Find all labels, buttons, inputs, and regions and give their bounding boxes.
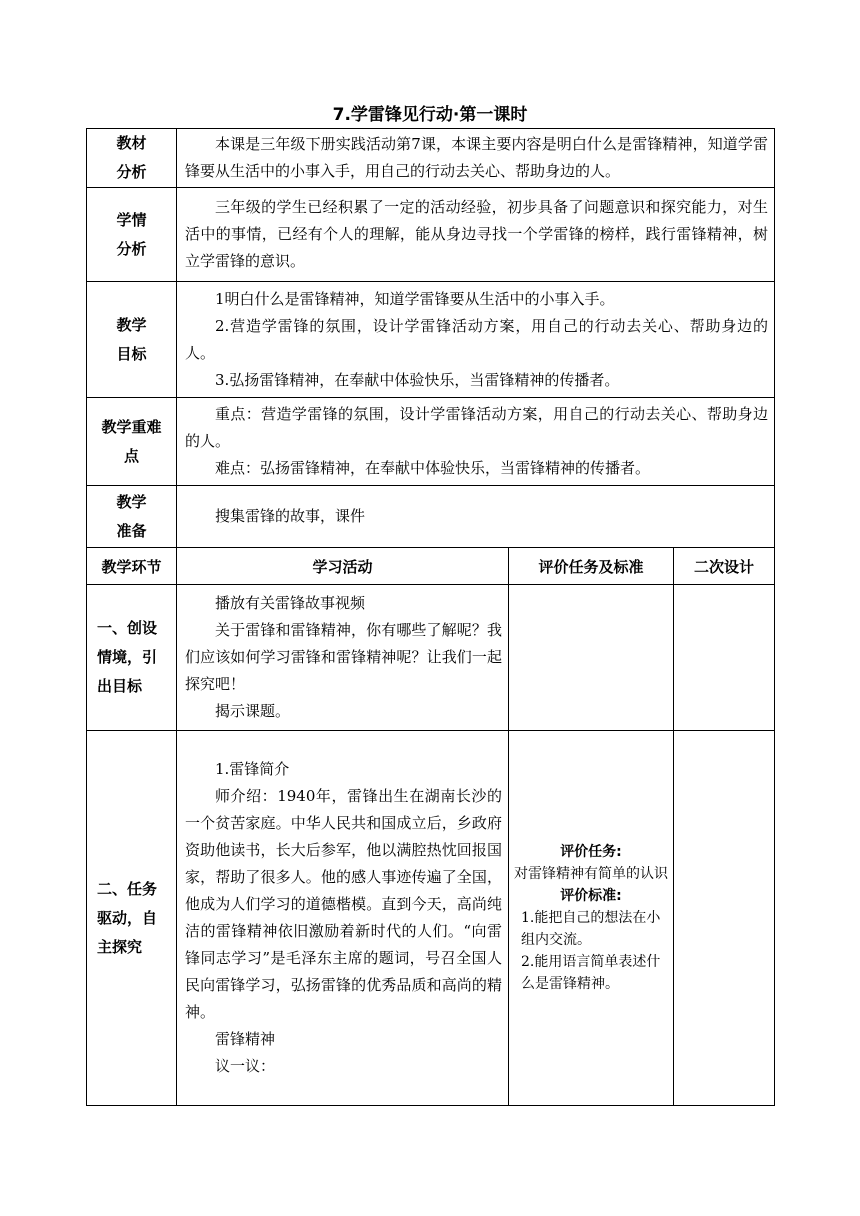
evaluation-standard-item: 2.能用语言简单表述什么是雷锋精神。 xyxy=(521,954,661,992)
header-activity: 学习活动 xyxy=(177,548,509,585)
label-material-analysis: 教材 分析 xyxy=(87,129,177,188)
stage-row xyxy=(87,731,775,1106)
header-second-design: 二次设计 xyxy=(674,548,775,585)
row-preparation xyxy=(87,486,775,548)
teaching-goals-text xyxy=(177,282,775,398)
evaluation-standard-title: 评价标准: xyxy=(560,888,622,904)
learner-analysis-text: 三年级的学生已经积累了一定的活动经验，初步具备了问题意识和探究能力，对生活中的事情，已经有个人的理解，能从身边寻找一个学雷锋的榜样，践行雷锋精神，树立学雷锋的意识。 xyxy=(177,188,775,282)
stage-activity: 播放有关雷锋故事视频 关于雷锋和雷锋精神，你有哪些了解呢？我们应该如何学习雷锋和雷锋精神呢？让我们一起探究吧！ 揭示课题。 xyxy=(177,585,509,731)
key-point-item: 难点：弘扬雷锋精神，在奉献中体验快乐，当雷锋精神的传播者。 xyxy=(215,459,651,477)
label-key-points: 教学重难 点 xyxy=(87,398,177,486)
header-evaluation: 评价任务及标准 xyxy=(509,548,674,585)
label-learner-analysis: 学情 分析 xyxy=(87,188,177,282)
header-stage: 教学环节 xyxy=(87,548,177,585)
label-teaching-goals: 教学 目标 xyxy=(87,282,177,398)
goal-item: 1明白什么是雷锋精神，知道学雷锋要从生活中的小事入手。 xyxy=(215,289,615,308)
stage-evaluation xyxy=(509,731,674,1106)
goal-item: 3.弘扬雷锋精神，在奉献中体验快乐，当雷锋精神的传播者。 xyxy=(215,370,620,389)
stage-activity: 1.雷锋简介 师介绍：1940年，雷锋出生在湖南长沙的一个贫苦家庭。中华人民共和国成立后，乡政府资助他读书，长大后参军，他以满腔热忱回报国家，帮助了很多人。他的感人事迹传遍了全国，他成为人们学习的道德楷模。直到今天，高尚纯洁的雷锋精神依旧激励着新时代的人们。“向雷锋同志学习”是毛泽东主席的题词，号召全国人民向雷锋学习，弘扬雷锋的优秀品质和高尚的精神。 雷锋精神 议一议： xyxy=(177,731,509,1106)
stage-second-design xyxy=(674,731,775,1106)
evaluation-task-text: 对雷锋精神有简单的认识 xyxy=(514,866,668,882)
label-preparation: 教学 准备 xyxy=(87,486,177,548)
key-points-text xyxy=(177,398,775,486)
stage-row xyxy=(87,585,775,731)
preparation-text: 搜集雷锋的故事，课件 xyxy=(177,486,775,548)
stage-name: 二、任务 驱动，自 主探究 xyxy=(87,731,177,1106)
material-analysis-text: 本课是三年级下册实践活动第7课，本课主要内容是明白什么是雷锋精神，知道学雷锋要从生活中的小事入手，用自己的行动去关心、帮助身边的人。 xyxy=(177,129,775,188)
document-title: 7.学雷锋见行动·第一课时 xyxy=(332,105,528,125)
row-teaching-goals xyxy=(87,282,775,398)
lesson-plan-table xyxy=(86,128,775,1106)
evaluation-standard-item: 1.能把自己的想法在小组内交流。 xyxy=(521,910,661,948)
stage-second-design xyxy=(674,585,775,731)
table-header-row xyxy=(87,548,775,585)
evaluation-task-title: 评价任务: xyxy=(560,844,622,860)
row-material-analysis xyxy=(87,129,775,188)
goal-item: 2.营造学雷锋的氛围，设计学雷锋活动方案，用自己的行动去关心、帮助身边的人。 xyxy=(185,316,768,362)
key-point-item: 重点：营造学雷锋的氛围，设计学雷锋活动方案，用自己的行动去关心、帮助身边的人。 xyxy=(185,405,768,450)
stage-name: 一、创设 情境，引 出目标 xyxy=(87,585,177,731)
row-key-points xyxy=(87,398,775,486)
row-learner-analysis xyxy=(87,188,775,282)
stage-evaluation xyxy=(509,585,674,731)
